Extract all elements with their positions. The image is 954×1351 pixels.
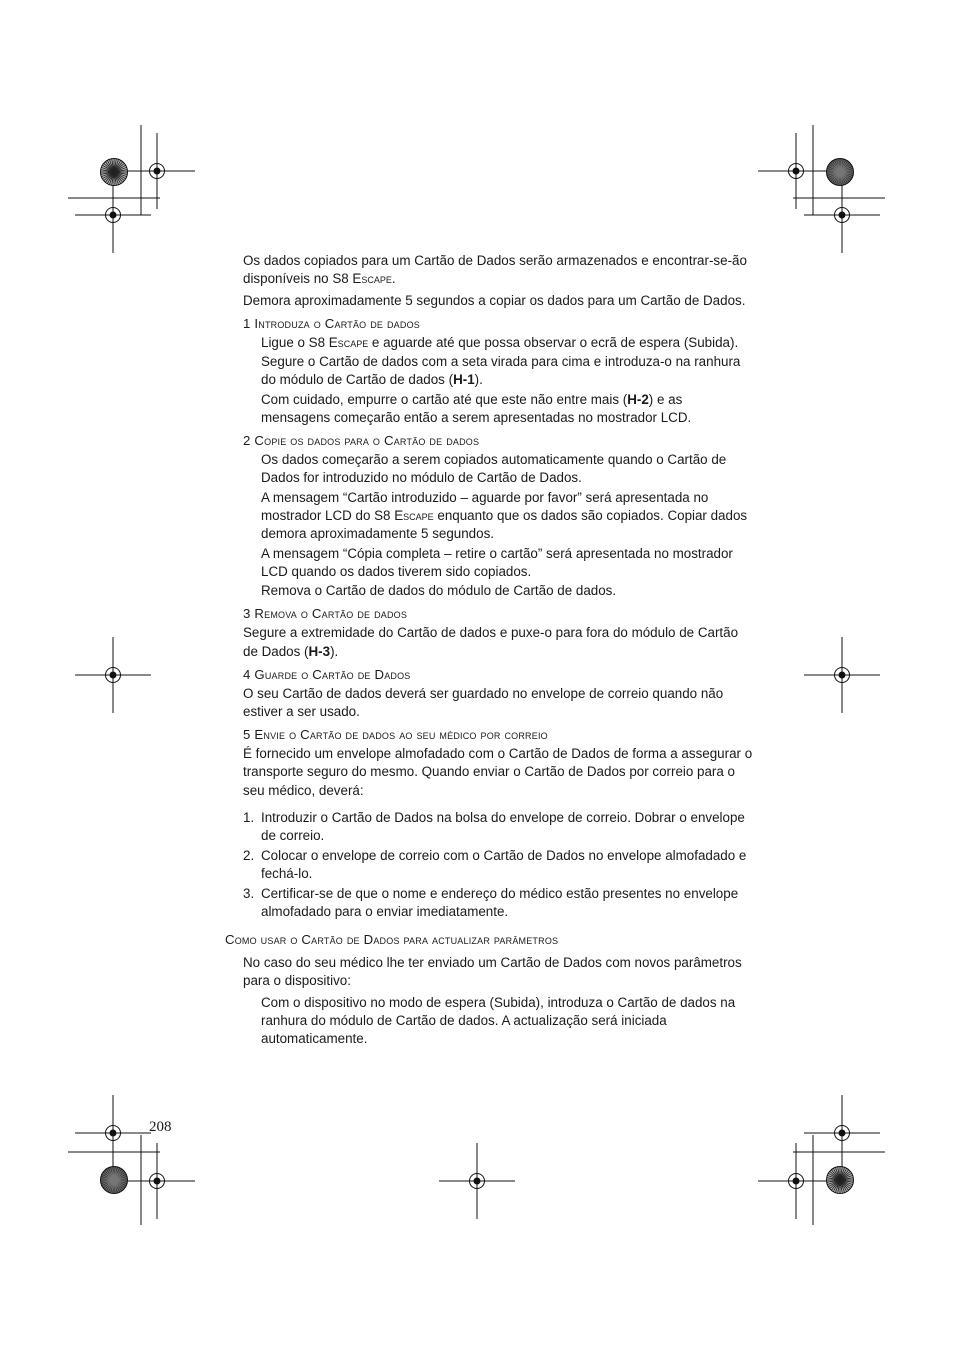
section-3-paragraph-1: Segure a extremidade do Cartão de dados e puxe-o para fora do módulo de Cartão de Dados (H-3). [243,625,739,659]
main-section-paragraph-2: Com o dispositivo no modo de espera (Subida), introduza o Cartão de dados na ranhura do módulo de Cartão de dados. A actualização será iniciada automaticamente. [261,994,736,1047]
list-item: 2. Colocar o envelope de correio com o Cartão de Dados no envelope almofadado e fechá-lo. [243,847,747,881]
list-item: 1. Introduzir o Cartão de Dados na bolsa do envelope de correio. Dobrar o envelope de correio. [243,809,745,843]
starburst-mark [101,1167,128,1194]
section-2-paragraph-4: Remova o Cartão de dados do módulo de Cartão de dados. [261,583,617,599]
page-number: 208 [149,1119,172,1135]
product-name: S8 Escape [308,334,369,350]
mailing-steps-list [243,809,755,921]
section-2-paragraph-2: A mensagem “Cartão introduzido – aguarde por favor” será apresentada no mostrador LCD do S8 Escape enquanto que os dados são copiados. Copiar dados demora aproximadamente 5 segundos. [261,489,748,542]
intro-paragraph-2: Demora aproximadamente 5 segundos a copiar os dados para um Cartão de Dados. [243,292,746,308]
crosshair-mark [804,1095,880,1171]
main-section-paragraph-1: No caso do seu médico lhe ter enviado um Cartão de Dados com novos parâmetros para o dispositivo: [243,955,742,989]
section-2-paragraph-3: A mensagem “Cópia completa – retire o cartão” será apresentada no mostrador LCD quando os dados tiverem sido copiados. [261,545,733,579]
intro-paragraph-1: Os dados copiados para um Cartão de Dados serão armazenados e encontrar-se-ão disponíveis no S8 Escape. [243,253,747,287]
crosshair-mark [75,177,151,253]
crosshair-mark [804,177,880,253]
section-1-paragraph-1: Ligue o S8 Escape e aguarde até que possa observar o ecrã de espera (Subida). [261,334,739,350]
crosshair-mark [75,637,151,713]
section-2-paragraph-1: Os dados começarão a serem copiados automaticamente quando o Cartão de Dados for introduzido no módulo de Cartão de Dados. [261,452,727,486]
section-heading-1: 1 Introduza o Cartão de dados [243,315,420,331]
crosshair-mark [75,1095,151,1171]
starburst-mark [827,159,854,186]
crosshair-mark [119,1143,195,1219]
section-heading-3: 3 Remova o Cartão de dados [243,606,408,622]
figure-reference: H-3 [308,643,331,659]
main-section-heading: Como usar o Cartão de Dados para actualizar parâmetros [225,932,559,948]
product-name: S8 Escape [332,271,392,287]
product-name: S8 Escape [374,507,434,523]
crosshair-mark [439,1143,515,1219]
figure-reference: H-2 [627,391,649,407]
section-heading-2: 2 Copie os dados para o Cartão de dados [243,433,480,449]
section-heading-4: 4 Guarde o Cartão de Dados [243,666,411,682]
crosshair-mark [758,1143,834,1219]
starburst-mark [101,159,128,186]
list-item: 3. Certificar-se de que o nome e endereço do médico estão presentes no envelope almofadado para o enviar imediatamente. [243,885,739,919]
starburst-mark [827,1167,854,1194]
section-heading-5: 5 Envie o Cartão de dados ao seu médico por correio [243,727,548,743]
figure-reference: H-1 [453,372,475,388]
main-content [225,252,755,1049]
section-4-paragraph-1: O seu Cartão de dados deverá ser guardado no envelope de correio quando não estiver a ser usado. [243,685,724,719]
section-5-paragraph-1: É fornecido um envelope almofadado com o Cartão de Dados de forma a assegurar o transporte seguro do mesmo. Quando enviar o Cartão de Dados por correio para o seu médico, deverá: [243,746,753,798]
section-1-paragraph-2: Segure o Cartão de dados com a seta virada para cima e introduza-o na ranhura do módulo de Cartão de dados (H-1). [261,354,741,388]
crosshair-mark [804,637,880,713]
section-1-paragraph-3: Com cuidado, empurre o cartão até que este não entre mais (H-2) e as mensagens começarão então a serem apresentadas no mostrador LCD. [261,391,692,425]
